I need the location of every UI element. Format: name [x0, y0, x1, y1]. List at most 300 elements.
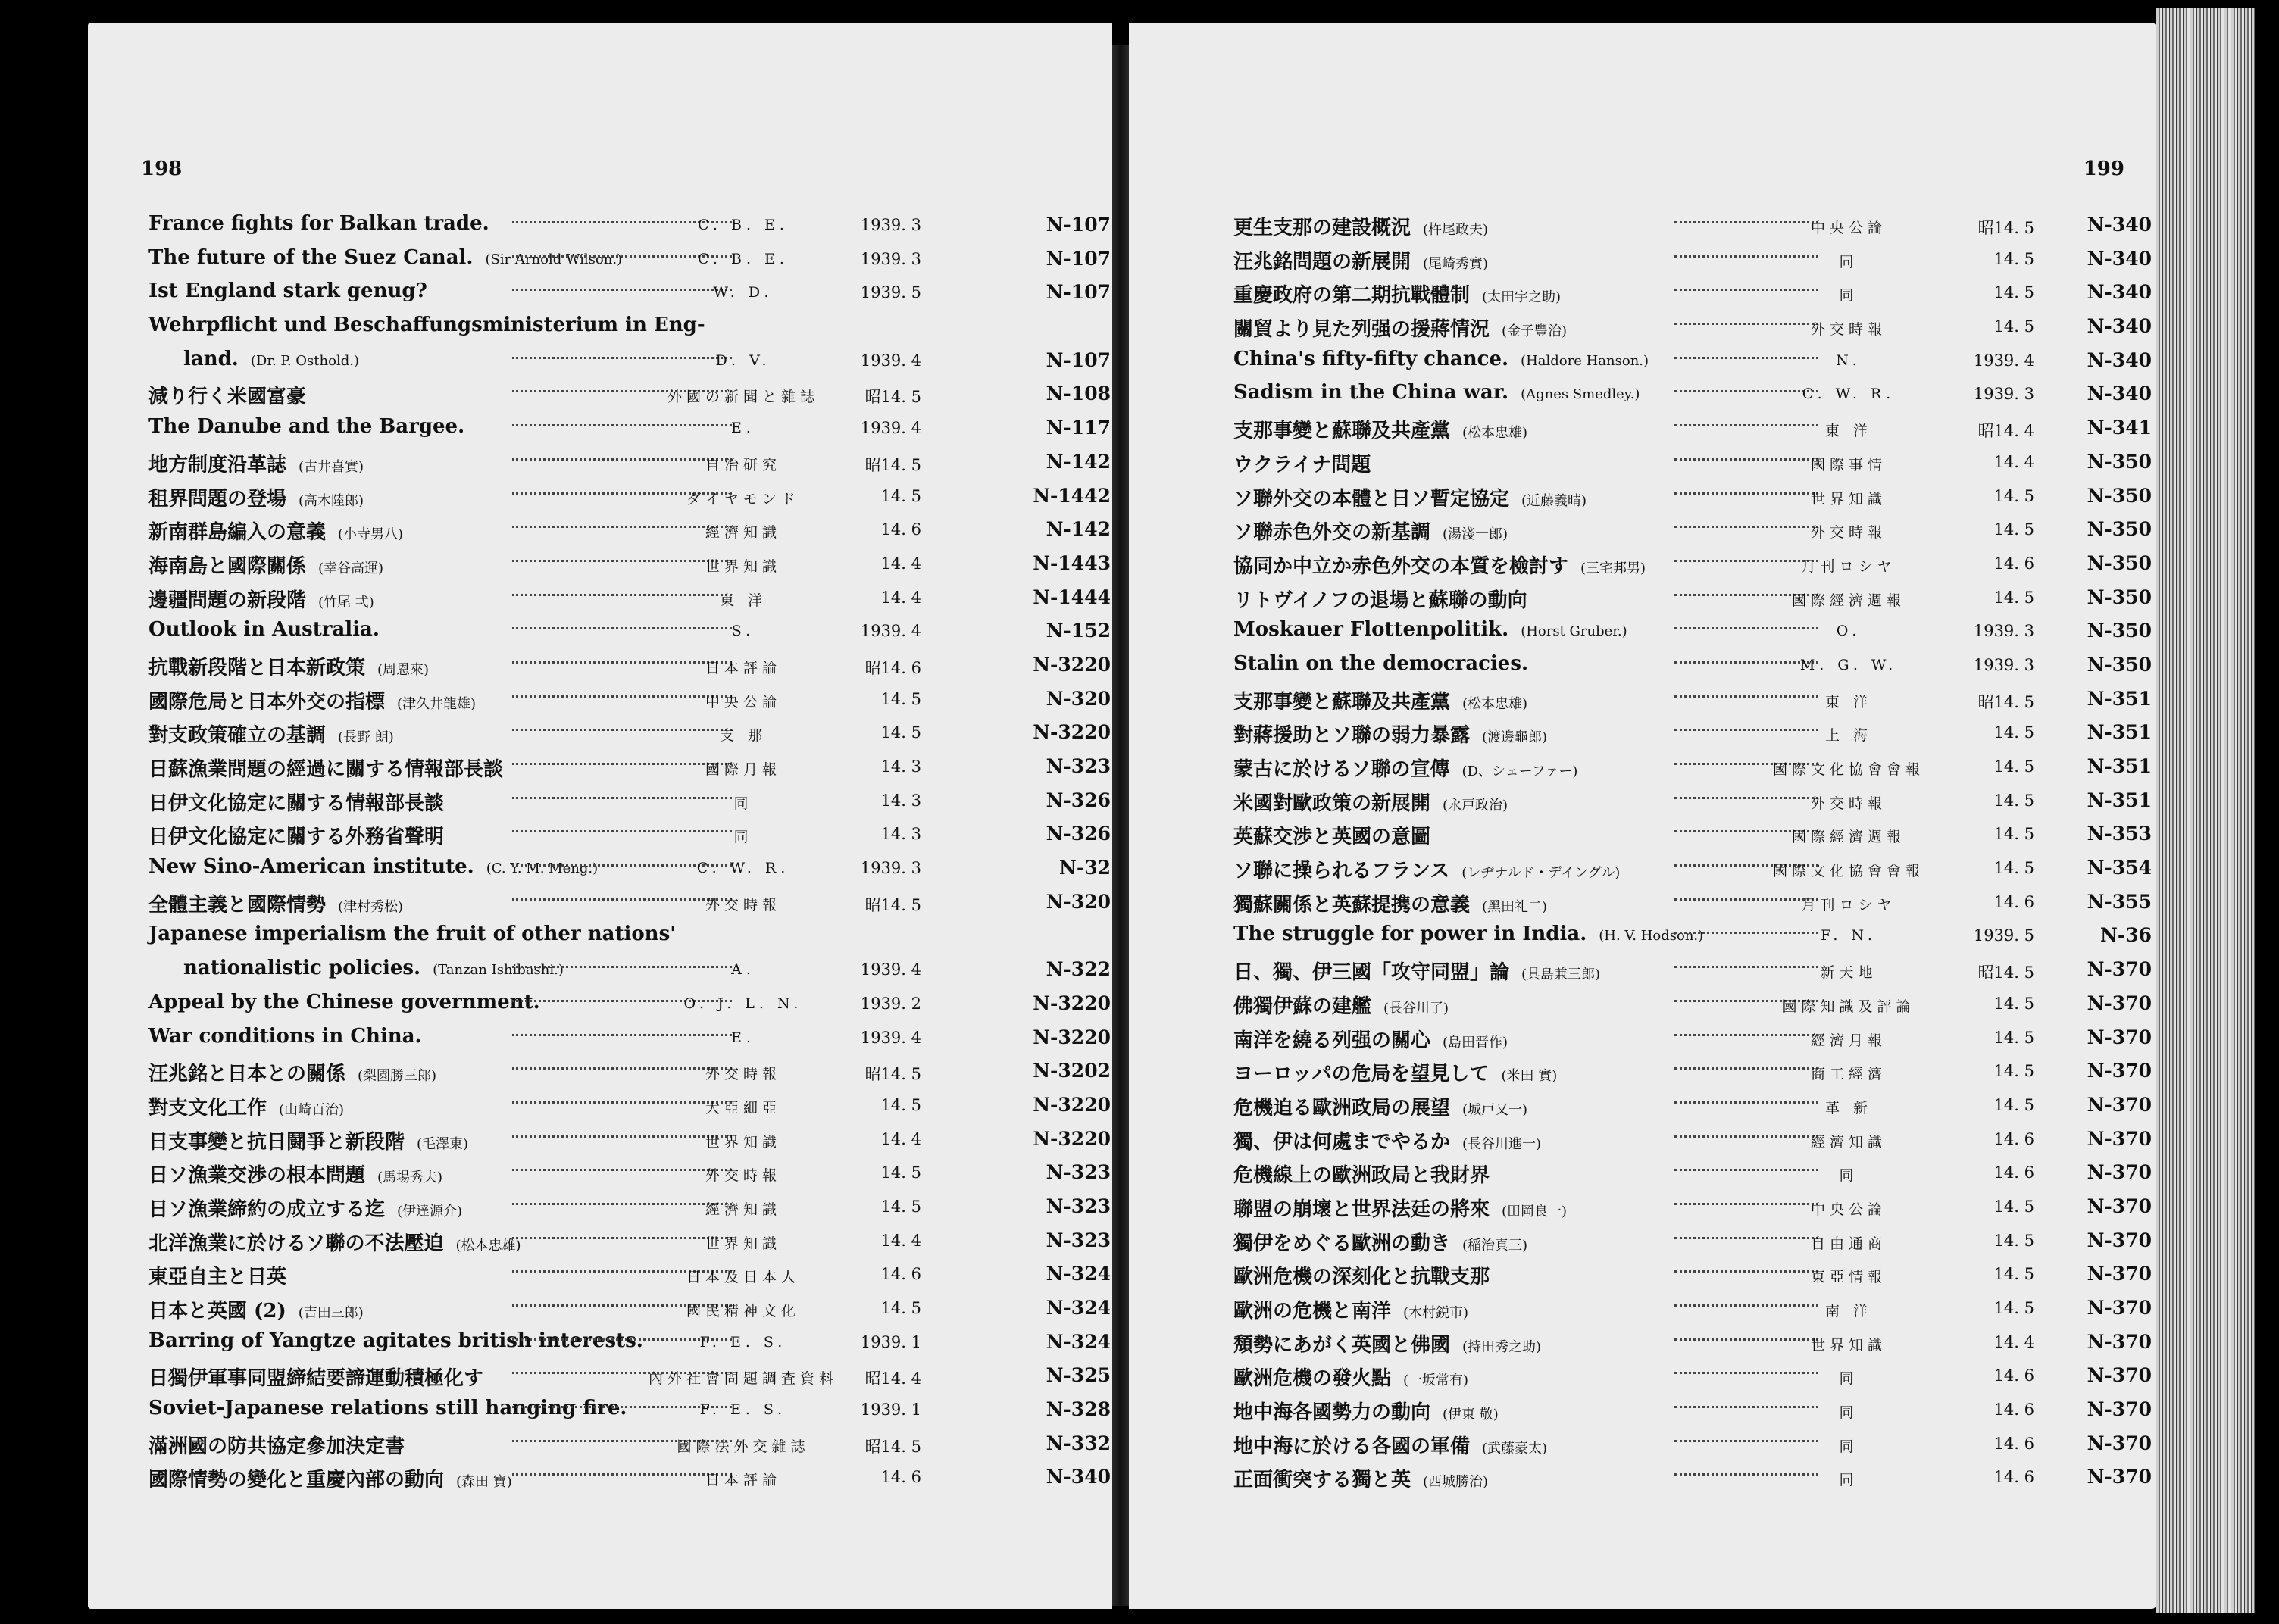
entry-source: 同 — [733, 829, 753, 846]
entry-date: 14. 5 — [1993, 1299, 2034, 1317]
entry-title — [1233, 1058, 1557, 1086]
index-entry — [88, 376, 1112, 411]
index-entry — [1129, 783, 2156, 817]
index-entry — [88, 411, 1112, 445]
entry-title-text: Soviet-Japanese relations still hanging fire. — [148, 1397, 627, 1420]
entry-code: N-370 — [2087, 958, 2152, 981]
entry-date: 1939. 2 — [860, 994, 921, 1013]
entry-date: 14. 3 — [880, 791, 921, 810]
entry-author: (Agnes Smedley.) — [1521, 386, 1640, 403]
entry-source: 東 洋 — [1824, 693, 1873, 710]
entry-date: 1939. 1 — [860, 1401, 921, 1419]
entry-date: 14. 6 — [880, 1468, 921, 1487]
entry-code: N-370 — [2087, 1466, 2152, 1488]
entry-title — [1233, 1261, 1502, 1289]
entry-title-text: 正面衝突する獨と英 — [1233, 1469, 1411, 1492]
index-entry — [88, 1155, 1112, 1189]
index-entry — [88, 1189, 1112, 1223]
index-entry — [88, 817, 1112, 851]
index-entry — [1129, 445, 2156, 479]
entry-code: N-3220 — [1033, 1127, 1111, 1150]
entry-date: 14. 4 — [880, 1231, 921, 1250]
entry-code: N-107 — [1046, 247, 1111, 270]
entry-date: 14. 6 — [1993, 1401, 2034, 1419]
index-entry — [88, 1426, 1112, 1460]
entry-author: (H. V. Hodson.) — [1599, 928, 1704, 945]
entry-title-text: ウクライナ問題 — [1233, 453, 1371, 476]
index-entry — [88, 309, 1112, 343]
entry-source: 中央公論 — [1810, 220, 1887, 236]
entry-title — [1233, 652, 1540, 675]
entry-title-text: 蒙古に於けるソ聯の宣傳 — [1233, 758, 1450, 781]
entry-title — [148, 246, 622, 269]
entry-date: 14. 5 — [880, 1197, 921, 1216]
entry-title — [148, 720, 394, 748]
page-number: 199 — [2083, 158, 2124, 180]
entry-date: 14. 6 — [880, 1265, 921, 1284]
entry-title — [1233, 483, 1587, 511]
entry-source: 國際文化協會會報 — [1772, 761, 1924, 778]
entry-source: 新天地 — [1820, 964, 1877, 982]
entry-code: N-325 — [1046, 1364, 1111, 1387]
index-entry — [88, 749, 1112, 783]
entry-source: 國際經濟週報 — [1791, 829, 1905, 846]
entry-source: 外國の新聞と雜誌 — [667, 389, 819, 406]
index-entry — [88, 715, 1112, 749]
index-entry — [1129, 1257, 2156, 1291]
entry-code: N-107 — [1046, 348, 1111, 371]
entry-source: 國際月報 — [705, 761, 781, 778]
index-entry — [1129, 817, 2156, 851]
entry-title — [1233, 449, 1383, 477]
entry-title — [148, 280, 439, 302]
index-entry — [1129, 309, 2156, 343]
entry-title-text: 歐洲の危機と南洋 — [1233, 1300, 1392, 1323]
entry-author: (幸谷高運) — [318, 560, 384, 576]
entry-code: N-320 — [1046, 687, 1111, 710]
entry-author: (伊達源介) — [397, 1203, 463, 1220]
index-entry — [88, 1257, 1112, 1291]
entry-author: (武藤豪太) — [1482, 1440, 1548, 1457]
entry-title — [1233, 686, 1527, 714]
entry-code: N-370 — [2087, 1127, 2152, 1150]
entry-title — [1233, 957, 1600, 985]
entry-author: (持田秀之助) — [1462, 1338, 1542, 1355]
entry-code: N-351 — [2087, 789, 2152, 811]
entry-date: 14. 5 — [880, 723, 921, 742]
entry-author: (田岡良一) — [1502, 1203, 1568, 1220]
entry-date: 14. 6 — [1993, 1129, 2034, 1148]
entry-source: N. — [1836, 351, 1862, 369]
entry-source: E. — [731, 1029, 755, 1046]
entry-code: N-323 — [1046, 1229, 1111, 1251]
entry-date: 14. 6 — [880, 520, 921, 539]
index-entry — [88, 614, 1112, 648]
entry-source: 同 — [1839, 1438, 1859, 1455]
entry-author: (Dr. P. Osthold.) — [250, 352, 359, 369]
entry-date: 14. 5 — [1993, 520, 2034, 539]
entry-title-text: 歐洲危機の發火點 — [1233, 1367, 1392, 1391]
index-entry — [1129, 1088, 2156, 1122]
entry-source: 外交時報 — [1810, 795, 1887, 812]
entry-code: N-370 — [2087, 1026, 2152, 1048]
index-entry — [88, 851, 1112, 885]
entry-code: N-370 — [2087, 1432, 2152, 1454]
index-entry-list — [1129, 208, 2156, 1494]
entry-title — [148, 991, 552, 1013]
index-entry — [1129, 682, 2156, 716]
entry-code: N-323 — [1046, 755, 1111, 777]
entry-title — [148, 923, 688, 945]
entry-author: (長谷川了) — [1383, 1000, 1449, 1017]
entry-code: N-152 — [1046, 620, 1111, 642]
entry-date: 1939. 5 — [860, 283, 921, 302]
entry-date: 14. 5 — [1993, 1062, 2034, 1081]
entry-author: (金子豐治) — [1502, 323, 1568, 340]
entry-date: 14. 5 — [1993, 1095, 2034, 1114]
entry-code: N-322 — [1046, 958, 1111, 981]
entry-code: N-370 — [2087, 1229, 2152, 1251]
entry-title — [148, 314, 717, 336]
entry-date: 昭14. 5 — [864, 895, 921, 914]
entry-title-text: 米國對歐政策の新展開 — [1233, 792, 1431, 815]
entry-source: 商工經濟 — [1810, 1066, 1887, 1083]
entry-title — [1233, 1363, 1468, 1391]
entry-date: 昭14. 5 — [1977, 219, 2034, 237]
entry-title-text: 更生支那の建設概況 — [1233, 217, 1411, 239]
entry-code: N-324 — [1046, 1330, 1111, 1353]
entry-source: 經濟月報 — [1810, 1032, 1887, 1049]
index-entry — [1129, 1155, 2156, 1189]
index-entry — [1129, 376, 2156, 411]
entry-title-text: 對蔣援助とソ聯の弱力暴露 — [1233, 724, 1471, 748]
entry-author: (C. Y. M. Meng.) — [486, 860, 599, 877]
index-entry — [88, 242, 1112, 276]
entry-source: A. — [731, 961, 755, 979]
entry-source: 東 洋 — [719, 592, 767, 609]
entry-date: 14. 5 — [1993, 588, 2034, 607]
entry-title-text: 滿洲國の防共協定參加決定書 — [148, 1435, 405, 1458]
index-entry — [1129, 479, 2156, 513]
entry-title-text: Barring of Yangtze agitates british interests. — [148, 1329, 643, 1352]
entry-code: N-320 — [1046, 890, 1111, 913]
entry-code: N-107 — [1046, 281, 1111, 304]
entry-code: N-3220 — [1033, 1026, 1111, 1048]
entry-code: N-370 — [2087, 992, 2152, 1014]
entry-source: 中央公論 — [705, 693, 781, 710]
entry-source: 自治研究 — [705, 456, 781, 473]
entry-source: 東 洋 — [1824, 423, 1873, 440]
index-entry — [1129, 1122, 2156, 1156]
index-entry — [1129, 1392, 2156, 1426]
entry-title-text: 英蘇交渉と英國の意圖 — [1233, 826, 1431, 849]
entry-source: 東亞情報 — [1810, 1269, 1887, 1286]
entry-author: (森田 寶) — [456, 1474, 512, 1491]
entry-title-text: 國際情勢の變化と重慶內部の動向 — [148, 1469, 445, 1492]
entry-source: 國際事情 — [1810, 456, 1887, 473]
entry-author: (毛澤東) — [417, 1135, 469, 1152]
entry-title — [1233, 585, 1540, 613]
entry-code: N-324 — [1046, 1297, 1111, 1319]
entry-date: 昭14. 6 — [864, 658, 921, 677]
entry-title-text: ソ聯外交の本體と日ソ暫定協定 — [1233, 487, 1510, 511]
entry-code: N-350 — [2087, 653, 2152, 676]
index-entry — [88, 1291, 1112, 1325]
entry-title — [1233, 246, 1488, 274]
entry-code: N-324 — [1046, 1263, 1111, 1285]
entry-title-text: 地方制度沿革誌 — [148, 453, 287, 476]
entry-title — [1233, 314, 1567, 342]
entry-author: (津久井龍雄) — [397, 695, 477, 712]
entry-author: (三宅邦男) — [1580, 560, 1646, 576]
entry-source: 外交時報 — [1810, 524, 1887, 542]
entry-title-text: 邊疆問題の新段階 — [148, 589, 307, 612]
entry-source: C. W. R. — [1802, 386, 1896, 403]
entry-title — [1233, 1025, 1508, 1053]
entry-title-text: 頽勢にあがく英國と佛國 — [1233, 1333, 1451, 1357]
entry-date: 1939. 4 — [860, 1028, 921, 1047]
entry-code: N-370 — [2087, 1330, 2152, 1353]
entry-source: 經濟知識 — [705, 1201, 781, 1218]
entry-title-text: 北洋漁業に於けるソ聯の不法壓迫 — [148, 1232, 444, 1255]
entry-title-text: ソ聯に操られるフランス — [1233, 860, 1450, 883]
entry-title — [148, 1160, 442, 1188]
entry-title — [148, 212, 502, 235]
entry-date: 昭14. 4 — [1977, 422, 2034, 441]
entry-code: N-351 — [2087, 721, 2152, 744]
entry-date: 14. 5 — [1993, 791, 2034, 810]
index-entry — [1129, 918, 2156, 952]
entry-source: 國際法外交雜誌 — [677, 1438, 810, 1455]
entry-title — [1233, 788, 1508, 816]
entry-date: 1939. 4 — [860, 960, 921, 979]
entry-title-text: 歐洲危機の深刻化と抗戰支那 — [1233, 1266, 1490, 1289]
entry-date: 1939. 3 — [860, 216, 921, 234]
entry-source: 國際知識及評論 — [1782, 998, 1915, 1015]
entry-code: N-1442 — [1033, 484, 1111, 507]
entry-code: N-3220 — [1033, 992, 1111, 1014]
entry-code: N-142 — [1046, 450, 1111, 473]
entry-source: 同 — [1839, 287, 1859, 304]
entry-title — [148, 618, 392, 641]
entry-code: N-370 — [2087, 1398, 2152, 1421]
entry-title — [183, 957, 564, 979]
entry-title — [1233, 280, 1561, 308]
entry-title — [1233, 1397, 1499, 1425]
entry-title — [148, 1397, 639, 1419]
entry-date: 14. 5 — [1993, 283, 2034, 302]
entry-date: 14. 5 — [880, 689, 921, 708]
index-entry — [1129, 715, 2156, 749]
entry-code: N-340 — [2087, 247, 2152, 270]
entry-date: 14. 6 — [1993, 1434, 2034, 1453]
entry-code: N-326 — [1046, 789, 1111, 811]
entry-code: N-117 — [1046, 417, 1111, 439]
entry-code: N-341 — [2087, 417, 2152, 439]
entry-title — [1233, 1092, 1527, 1120]
entry-source: 經濟知識 — [1810, 1133, 1887, 1151]
entry-date: 14. 5 — [1993, 723, 2034, 742]
entry-title-text: 新南群島編入の意義 — [148, 521, 327, 545]
entry-code: N-340 — [2087, 214, 2152, 236]
entry-source: 同 — [1839, 1472, 1859, 1489]
entry-author: (渡邊龜郎) — [1482, 729, 1548, 746]
entry-source: 自由通商 — [1810, 1235, 1887, 1252]
entry-title — [1233, 889, 1547, 917]
entry-code: N-355 — [2087, 890, 2152, 913]
entry-title-text: 佛獨伊蘇の建艦 — [1233, 995, 1372, 1018]
entry-title — [1233, 855, 1620, 883]
index-entry — [1129, 242, 2156, 276]
index-entry — [88, 986, 1112, 1020]
entry-title-text: Moskauer Flottenpolitik. — [1233, 618, 1509, 642]
entry-title — [148, 1363, 496, 1391]
entry-author: (D、シェーファー) — [1461, 764, 1578, 779]
entry-date: 14. 3 — [880, 825, 921, 844]
entry-source: 月刊ロシヤ — [1801, 557, 1896, 575]
entry-code: N-340 — [2087, 281, 2152, 304]
entry-title — [1233, 517, 1508, 545]
index-entry — [1129, 749, 2156, 783]
entry-source: C. B. E. — [698, 217, 789, 233]
entry-title — [148, 1194, 462, 1222]
entry-code: N-323 — [1046, 1161, 1111, 1184]
entry-code: N-3202 — [1033, 1060, 1111, 1082]
entry-title-text: China's fifty-fifty chance. — [1233, 347, 1509, 370]
entry-source: 世界知識 — [1810, 490, 1887, 508]
entry-title — [1233, 991, 1449, 1019]
entry-code: N-351 — [2087, 755, 2152, 777]
entry-date: 14. 5 — [1993, 1231, 2034, 1250]
index-entry — [88, 512, 1112, 546]
entry-code: N-3220 — [1033, 653, 1111, 676]
entry-title-text: New Sino-American institute. — [148, 855, 474, 879]
index-entry — [88, 1223, 1112, 1257]
entry-code: N-370 — [2087, 1195, 2152, 1217]
entry-title-text: 支那事變と蘇聯及共產黨 — [1233, 420, 1451, 443]
entry-title — [148, 517, 403, 545]
entry-title-text: Outlook in Australia. — [148, 618, 380, 642]
entry-code: N-328 — [1046, 1398, 1111, 1421]
index-entry — [1129, 952, 2156, 986]
entry-date: 1939. 4 — [860, 622, 921, 641]
entry-title — [1233, 1194, 1567, 1222]
entry-source: S. — [731, 623, 755, 640]
entry-code: N-370 — [2087, 1263, 2152, 1285]
entry-source: 革 新 — [1824, 1099, 1873, 1116]
entry-date: 1939. 3 — [860, 249, 921, 268]
entry-date: 昭14. 5 — [864, 1437, 921, 1456]
index-entry — [88, 648, 1112, 682]
entry-source: 中央公論 — [1810, 1201, 1887, 1218]
index-entry — [88, 1088, 1112, 1122]
entry-title-text: 獨蘇關係と英蘇提携の意義 — [1233, 893, 1471, 917]
entry-title — [1233, 1329, 1541, 1357]
page-number: 198 — [141, 158, 183, 180]
entry-source: 日本及日本人 — [686, 1269, 800, 1286]
entry-title-text: 抗戰新段階と日本新政策 — [148, 656, 366, 679]
entry-author: (Tanzan Ishibashi.) — [433, 962, 564, 979]
index-entry — [88, 918, 1112, 952]
entry-title-text: 東亞自主と日英 — [148, 1266, 287, 1289]
index-entry — [88, 445, 1112, 479]
entry-source: 外交時報 — [1810, 321, 1887, 339]
entry-title — [148, 889, 403, 917]
entry-source: 世界知識 — [1810, 1336, 1887, 1354]
entry-code: N-36 — [2099, 924, 2152, 947]
entry-title — [1233, 415, 1527, 443]
entry-author: (小寺男八) — [338, 526, 404, 543]
entry-code: N-370 — [2087, 1364, 2152, 1387]
entry-code: N-142 — [1046, 518, 1111, 541]
entry-date: 14. 4 — [880, 554, 921, 573]
index-entry — [1129, 614, 2156, 648]
index-entry — [88, 1358, 1112, 1392]
entry-title — [1233, 1431, 1547, 1459]
entry-source: 同 — [1839, 1370, 1859, 1388]
entry-code: N-350 — [2087, 551, 2152, 574]
book-page-edges — [2156, 8, 2255, 1613]
entry-author: (松本忠雄) — [1462, 425, 1528, 442]
entry-date: 14. 5 — [1993, 249, 2034, 268]
entry-author: (長谷川進一) — [1462, 1135, 1542, 1152]
entry-title-text: 日本と英國 (2) — [148, 1300, 286, 1323]
right-page — [1129, 23, 2156, 1609]
index-entry — [1129, 1358, 2156, 1392]
entry-date: 14. 4 — [880, 1129, 921, 1148]
index-entry — [88, 885, 1112, 919]
entry-source: C. B. E. — [698, 250, 789, 267]
entry-date: 14. 5 — [1993, 859, 2034, 878]
entry-date: 14. 5 — [1993, 1265, 2034, 1284]
entry-title-text: nationalistic policies. — [183, 957, 421, 980]
entry-title-text: land. — [183, 347, 239, 370]
entry-title-text: リトヴイノフの退場と蘇聯の動向 — [1233, 589, 1527, 612]
entry-date: 14. 5 — [880, 1095, 921, 1114]
entry-title-text: 獨伊をめぐる歐洲の動き — [1233, 1232, 1451, 1255]
entry-code: N-1443 — [1033, 551, 1111, 574]
entry-date: 14. 5 — [1993, 486, 2034, 505]
index-entry — [88, 682, 1112, 716]
entry-title — [148, 821, 456, 849]
entry-title — [148, 1126, 468, 1154]
entry-title-text: ヨーロッパの危局を望見して — [1233, 1063, 1490, 1086]
entry-source: F. E. S. — [699, 1401, 787, 1419]
entry-source: F. E. S. — [699, 1333, 787, 1351]
entry-title-text: 獨、伊は何處までやるか — [1233, 1130, 1451, 1154]
entry-date: 1939. 4 — [860, 419, 921, 438]
index-entry — [88, 783, 1112, 817]
index-entry — [1129, 546, 2156, 580]
entry-title — [148, 551, 383, 579]
entry-date: 14. 5 — [880, 1163, 921, 1182]
entry-source: 外交時報 — [705, 1167, 781, 1185]
entry-author: (Sir Arnold Wilson.) — [485, 251, 623, 267]
index-entry — [88, 1020, 1112, 1054]
entry-source: 世界知識 — [705, 1133, 781, 1151]
entry-title-text: 全體主義と國際情勢 — [148, 893, 327, 917]
entry-source: 大亞細亞 — [705, 1099, 781, 1116]
entry-title-text: 地中海に於ける各國の軍備 — [1233, 1435, 1471, 1458]
entry-title — [148, 449, 364, 477]
entry-author: (杵尾政夫) — [1423, 222, 1489, 238]
index-entry — [1129, 1020, 2156, 1054]
entry-source: 支 那 — [719, 727, 767, 745]
index-entry — [1129, 1460, 2156, 1494]
index-entry — [88, 275, 1112, 309]
entry-author: (西城勝治) — [1423, 1474, 1489, 1491]
entry-title-text: ソ聯赤色外交の新基調 — [1233, 521, 1431, 545]
